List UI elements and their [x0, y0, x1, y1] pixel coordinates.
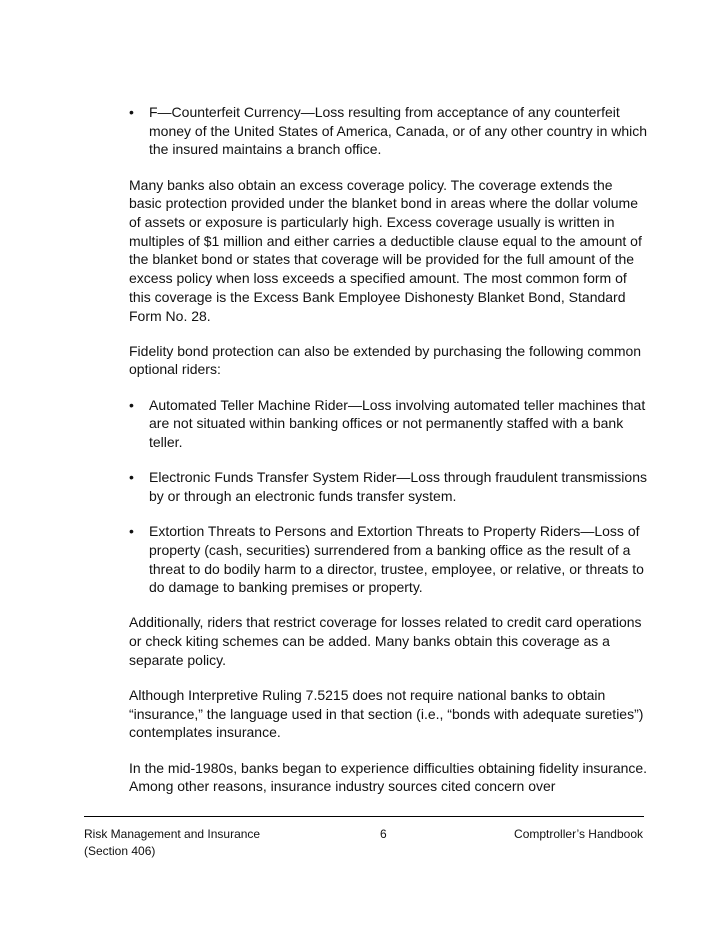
footer-section-title: Risk Management and Insurance (Section 406)	[84, 827, 261, 858]
footer-divider	[84, 816, 644, 817]
list-item-eft-rider	[129, 468, 649, 505]
bullet-icon: •	[129, 396, 134, 413]
paragraph-excess-coverage: Many banks also obtain an excess coverage policy. The coverage extends the basic protection provided under the blanket bond in areas where the dollar volume of assets or exposure is particularly high. Excess coverage usually is written in multiples of $1 million and either carries a deductible clause equal to the amount of the blanket bond or states that coverage will be provided for the full amount of the excess policy when loss exceeds a specified amount. The most common form of this coverage is the Excess Bank Employee Dishonesty Blanket Bond, Standard Form No. 28.	[129, 176, 642, 324]
bullet-icon: •	[129, 523, 134, 540]
list-item-text: F—Counterfeit Currency—Loss resulting from acceptance of any counterfeit money of the United States of America, Canada, or of any other country in which the insured maintains a branch office.	[149, 104, 648, 158]
footer-handbook-title: Comptroller’s Handbook	[514, 827, 643, 841]
list-item-text: Electronic Funds Transfer System Rider—Loss through fraudulent transmissions by or through an electronic funds transfer system.	[149, 469, 647, 504]
paragraph-mid-1980s: In the mid-1980s, banks began to experience difficulties obtaining fidelity insurance. Among other reasons, insurance industry sources cited concern over	[129, 759, 648, 795]
bullet-icon: •	[129, 104, 134, 120]
list-item-extortion-rider	[129, 522, 649, 597]
page-body	[129, 103, 649, 813]
paragraph-interpretive-ruling: Although Interpretive Ruling 7.5215 does not require national banks to obtain “insurance,” the language used in that section (i.e., “bonds with adequate sureties”) contemplates insurance.	[129, 687, 644, 741]
paragraph-additionally: Additionally, riders that restrict coverage for losses related to credit card operations or check kiting schemes can be added. Many banks obtain this coverage as a separate policy.	[129, 614, 642, 668]
list-item-atm-rider	[129, 396, 649, 452]
bullet-icon: •	[129, 469, 134, 486]
paragraph-riders-intro: Fidelity bond protection can also be extended by purchasing the following common optional riders:	[129, 342, 642, 378]
list-item-text: Extortion Threats to Persons and Extortion Threats to Property Riders—Loss of property (cash, securities) surrendered from a banking office as the result of a threat to do bodily harm to a director, trustee, employee, or relative, or threats to do damage to banking premises or property.	[149, 523, 644, 596]
page-number: 6	[380, 827, 387, 841]
list-item-counterfeit-currency	[129, 103, 649, 159]
list-item-text: Automated Teller Machine Rider—Loss involving automated teller machines that are not situated within banking offices or not permanently staffed with a bank teller.	[149, 396, 646, 451]
